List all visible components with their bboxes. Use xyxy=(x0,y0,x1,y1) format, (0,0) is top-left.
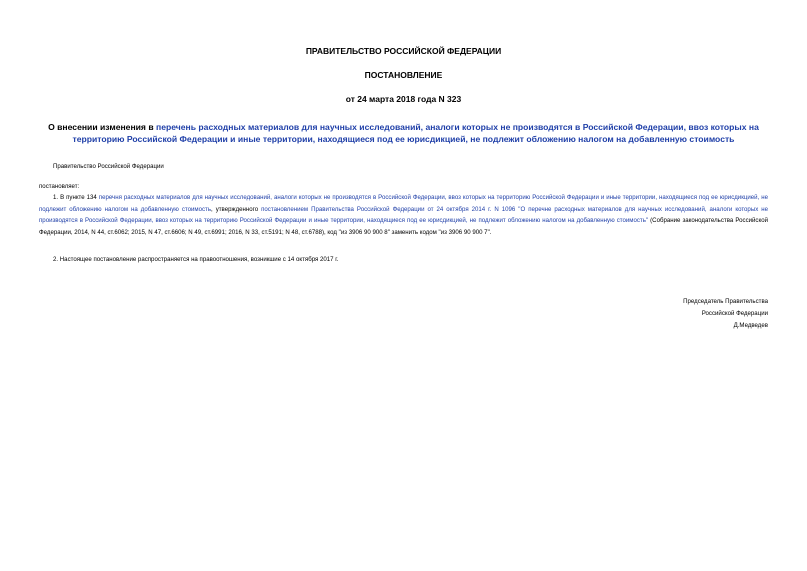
intro-text: Правительство Российской Федерации xyxy=(53,163,164,170)
paragraph-1 xyxy=(39,192,768,239)
p1-mid: , утвержденного xyxy=(211,205,262,213)
p1-link-list[interactable]: перечня расходных материалов для научных исследований, аналоги которых не производятся в Российской Федерации, ввоз которых на территорию Российской Федерации и иные территории, находящиеся под ее юрисдикцией, не подлежит обложению налогом на добавленную стоимость xyxy=(39,194,768,213)
doc-type-heading: ПОСТАНОВЛЕНИЕ xyxy=(364,70,443,80)
p1-start: 1. В пункте 134 xyxy=(53,194,99,201)
document-title xyxy=(36,121,771,145)
title-link[interactable]: перечень расходных материалов для научных исследований, аналоги которых не производятся в Российской Федерации, ввоз которых на территорию Российской Федерации и иные территории, находящиеся под ее юрисдикцией, не подлежит обложению налогом на добавленную стоимость xyxy=(72,122,759,144)
signature-block xyxy=(683,296,768,331)
signature-line-2: Российской Федерации xyxy=(701,309,768,317)
title-prefix: О внесении изменения в xyxy=(48,122,156,132)
p1-end: (Собрание законодательства Российской Федерации, 2014, N 44, ст.6062; 2015, N 47, ст.6606; N 49, ст.6991; 2016, N 33, ст.5191; N 48, ст.6788), код "из 3906 90 900 8" заменить кодом "из 3906 90 900 7". xyxy=(39,217,768,237)
signature-line-1: Председатель Правительства xyxy=(683,298,768,305)
signature-line-3: Д.Медведев xyxy=(733,321,768,329)
decides-text: постановляет: xyxy=(39,183,80,190)
date-number-heading: от 24 марта 2018 года N 323 xyxy=(345,94,462,104)
paragraph-2: 2. Настоящее постановление распространяется на правоотношения, возникшие с 14 октября 2017 г. xyxy=(53,256,339,263)
p1-link-resolution[interactable]: постановлением Правительства Российской Федерации от 24 октября 2014 г. N 1096 "О перечне расходных материалов для научных исследований, аналоги которых не производятся в Российской Федерации, ввоз которых на территорию Российской Федерации и иные территории, находящиеся под ее юрисдикцией, не подлежит обложению налогом на добавленную стоимость" xyxy=(39,205,768,225)
government-heading: ПРАВИТЕЛЬСТВО РОССИЙСКОЙ ФЕДЕРАЦИИ xyxy=(305,46,502,56)
